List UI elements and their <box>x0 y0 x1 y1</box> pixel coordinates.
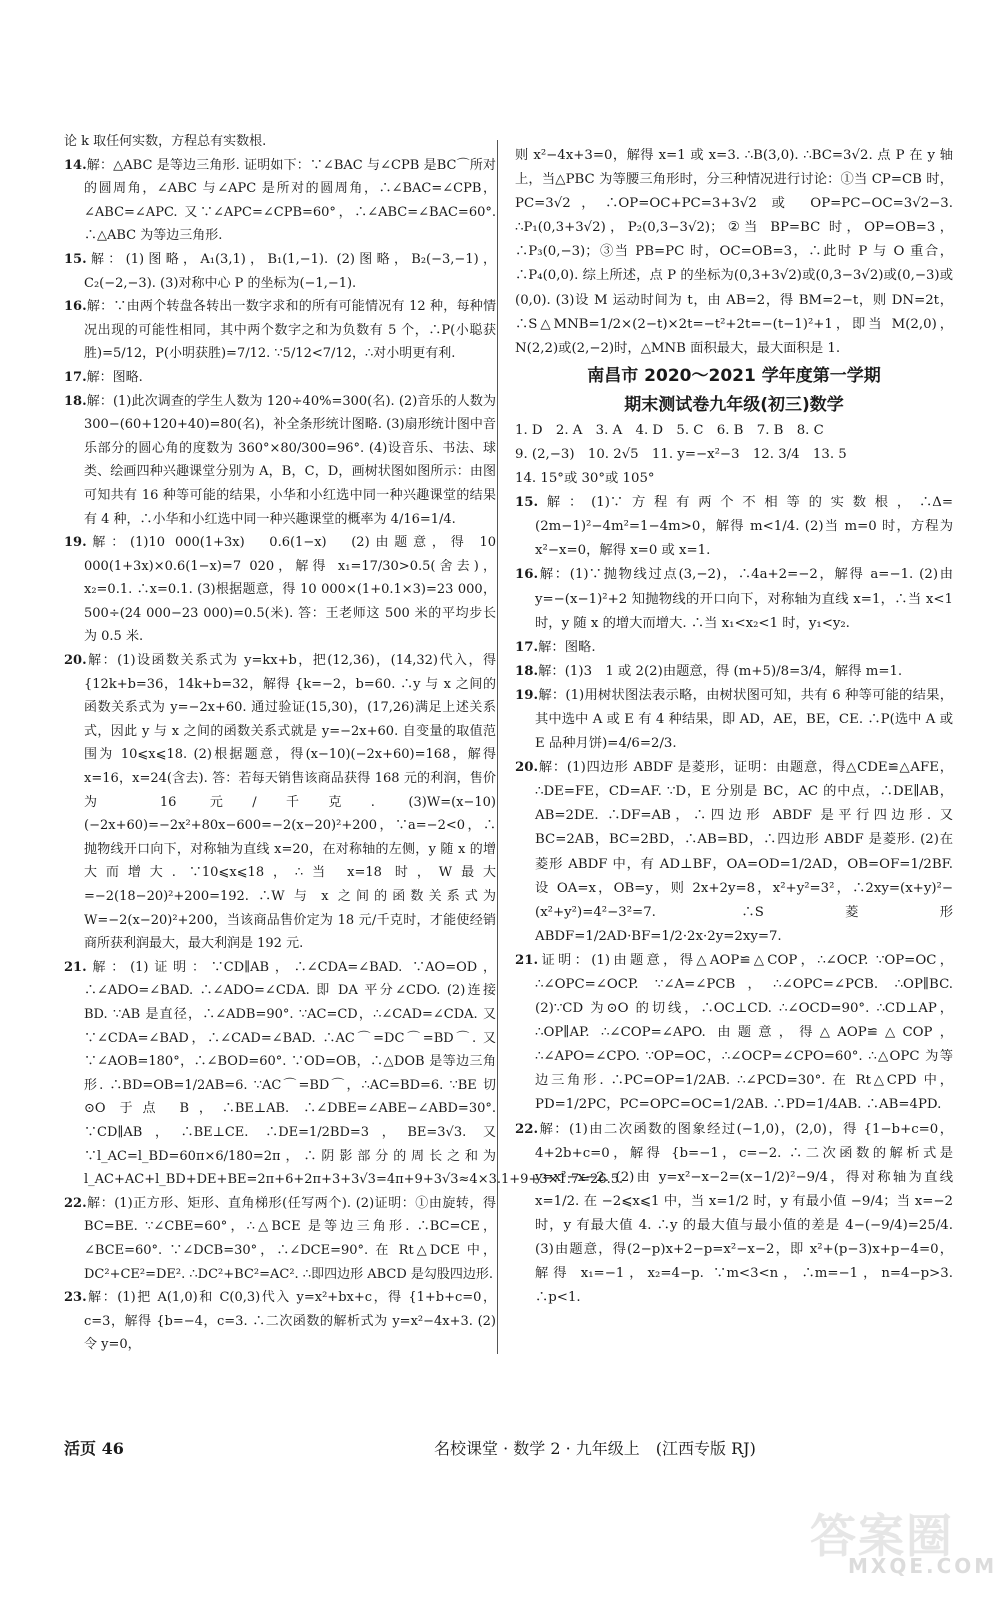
question-number: 16. <box>64 299 87 315</box>
right-answer-item <box>515 491 953 563</box>
answer-text: 解：图略. <box>538 639 596 655</box>
right-answer-item <box>515 660 953 684</box>
right-answer-item <box>515 419 953 443</box>
right-answer-item <box>515 1118 953 1311</box>
answer-text: 解：(1)证明：∵CD∥AB，∴∠CDA=∠BAD. ∵AO=OD，∴∠ADO=∠BAD. ∴∠ADO=∠CDA. 即 DA 平分∠CDO. (2)连接 BD. ∵AB 是直径，∴∠ADB=90°. ∵AC=CD，∴∠CAD=∠CDA. 又∵∠CDA=∠BAD，∴∠CAD=∠BAD. ∴AC⌒=DC⌒=BD⌒. 又∵∠AOB=180°，∴∠BOD=60°. ∵OD=OB，∴△DOB 是等边三角形. ∴BD=OB=1/2AB=6. ∵AC⌒=BD⌒，∴AC=BD=6. ∵BE 切⊙O 于点 B，∴BE⊥AB. ∴∠DBE=∠ABE−∠ABD=30°. ∵CD∥AB，∴BE⊥CE. ∴DE=1/2BD=3，BE=3√3. 又∵l_AC=l_BD=60π×6/180=2π，∴阴影部分的周长之和为 l_AC+AC+l_BD+DE+BE=2π+6+2π+3+3√3=4π+9+3√3≈4×3.1+9+3×1.7=26.5. <box>84 959 624 1188</box>
question-number: 17. <box>64 369 87 385</box>
answer-text: 解：(1)10 000(1+3x) 0.6(1−x) (2)由题意，得 10 000(1+3x)×0.6(1−x)=7 020，解得 x₁=17/30>0.5(舍去)，x₂=0.1. ∴x=0.1. (3)根据题意，得 10 000×(1+0.1×3)=23 000，500÷(24 000−23 000)=0.5(米). 答：王老师这 500 米的平均步长为 0.5 米. <box>84 535 496 645</box>
right-answers <box>515 419 953 1310</box>
left-answer-item <box>64 649 496 956</box>
left-answer-item <box>64 295 496 366</box>
right-answer-item <box>515 467 953 491</box>
answer-text: 解：(1)图略，A₁(3,1)，B₁(1,−1). (2)图略，B₂(−3,−1)，C₂(−2,−3). (3)对称中心 P 的坐标为(−1,−1). <box>84 251 496 291</box>
right-answer-item <box>515 636 953 660</box>
answer-text: 解：(1)正方形、矩形、直角梯形(任写两个). (2)证明：①由旋转，得 BC=BE. ∵∠CBE=60°，∴△BCE 是等边三角形. ∴BC=CE，∠BCE=60°. ∵∠DCB=30°，∴∠DCE=90°. 在 Rt△DCE 中，DC²+CE²=DE². ∴DC²+BC²=AC². ∴即四边形 ABCD 是勾股四边形. <box>84 1195 496 1282</box>
left-answer-item <box>64 154 496 248</box>
right-answer-item <box>515 563 953 635</box>
page-number: 活页 46 <box>64 1439 124 1458</box>
answer-text: 解：∵由两个转盘各转出一数字求和的所有可能情况有 12 种，每种情况出现的可能性相同，其中两个数字之和为负数有 5 个，∴P(小聪获胜)=5/12，P(小明获胜)=7/12. ∵5/12<7/12，∴对小明更有利. <box>84 299 496 362</box>
left-answer-item <box>64 248 496 295</box>
question-number: 22. <box>515 1121 539 1137</box>
right-answer-item <box>515 949 953 1118</box>
right-answer-item <box>515 756 953 949</box>
question-number: 22. <box>64 1195 87 1211</box>
page-footer <box>64 1436 944 1466</box>
answer-text: 解：(1)∵方程有两个不相等的实数根，∴Δ=(2m−1)²−4m²=1−4m>0，解得 m<1/4. (2)当 m=0 时，方程为 x²−x=0，解得 x=0 或 x=1. <box>535 495 953 559</box>
left-answer-item <box>64 1192 496 1286</box>
book-series: 名校课堂 · 数学 2 · 九年级上 (江西专版 RJ) <box>434 1439 756 1458</box>
left-answer-item <box>64 531 496 649</box>
question-number: 15. <box>64 251 87 267</box>
right-intro: 则 x²−4x+3=0，解得 x=1 或 x=3. ∴B(3,0). ∴BC=3√2. 点 P 在 y 轴上，当△PBC 为等腰三角形时，分三种情况进行讨论：①当 CP=CB 时，PC=3√2，∴OP=OC+PC=3+3√2 或 OP=PC−OC=3√2−3. ∴P₁(0,3+3√2)，P₂(0,3−3√2)；②当 BP=BC 时，OP=OB=3，∴P₃(0,−3)；③当 PB=PC 时，OC=OB=3，∴此时 P 与 O 重合，∴P₄(0,0). 综上所述，点 P 的坐标为(0,3+3√2)或(0,3−3√2)或(0,−3)或(0,0). (3)设 M 运动时间为 t，由 AB=2，得 BM=2−t，则 DN=2t，∴S△MNB=1/2×(2−t)×2t=−t²+2t=−(t−1)²+1，即当 M(2,0)，N(2,2)或(2,−2)时，△MNB 面积最大，最大面积是 1. <box>515 148 953 356</box>
watermark-url: MXQE.COM <box>848 1554 998 1578</box>
question-number: 19. <box>64 535 87 551</box>
question-number: 20. <box>515 760 539 776</box>
question-number: 18. <box>64 393 87 409</box>
answer-text: 论 k 取任何实数，方程总有实数根. <box>64 134 267 149</box>
right-column <box>515 144 953 1310</box>
question-number: 16. <box>515 567 539 583</box>
answer-text: 解：(1)3 1 或 2(2)由题意，得 (m+5)/8=3/4，解得 m=1. <box>538 663 903 679</box>
left-answer-item <box>64 390 496 532</box>
answer-text: 解：图略. <box>86 369 143 385</box>
answer-text: 解：(1)由二次函数的图象经过(−1,0)，(2,0)，得 {1−b+c=0，4+2b+c=0，解得 {b=−1，c=−2. ∴二次函数的解析式是 y=x²−x−2. (2)由 y=x²−x−2=(x−1/2)²−9/4，得对称轴为直线 x=1/2. 在 −2⩽x⩽1 中，当 x=1/2 时，y 有最小值 −9/4；当 x=−2 时，y 有最大值 4. ∴y 的最大值与最小值的差是 4−(−9/4)=25/4. (3)由题意，得(2−p)x+2−p=x²−x−2，即 x²+(p−3)x+p−4=0，解得 x₁=−1，x₂=4−p. ∵m<3<n，∴m=−1，n=4−p>3. ∴p<1. <box>535 1121 953 1306</box>
question-number: 14. <box>64 157 87 173</box>
answer-text: 解：△ABC 是等边三角形. 证明如下：∵∠BAC 与∠CPB 是BC⌒所对的圆周角，∠ABC 与∠APC 是所对的圆周角，∴∠BAC=∠CPB，∠ABC=∠APC. 又∵∠APC=∠CPB=60°，∴∠ABC=∠BAC=60°. ∴△ABC 为等边三角形. <box>84 157 496 244</box>
section-title-line2: 期末测试卷九年级(初三)数学 <box>624 394 844 415</box>
answer-text: 9. (2,−3) 10. 2√5 11. y=−x²−3 12. 3/4 13. 5 <box>515 446 847 462</box>
right-answer-item <box>515 443 953 467</box>
answer-text: 解：(1)∵抛物线过点(3,−2)，∴4a+2=−2，解得 a=−1. (2)由 y=−(x−1)²+2 知抛物线的开口向下，对称轴为直线 x=1，∴当 x<1 时，y 随 x 的增大而增大. ∴当 x₁<x₂<1 时，y₁<y₂. <box>535 567 953 631</box>
question-number: 21. <box>64 959 87 975</box>
answer-text: 解：(1)此次调查的学生人数为 120÷40%=300(名). (2)音乐的人数为 300−(60+120+40)=80(名)，补全条形统计图略. (3)扇形统计图中音乐部分的圆心角的度数为 360°×80/300=96°. (4)设音乐、书法、球类、绘画四种兴趣课堂分别为 A，B，C，D，画树状图如图所示：由图可知共有 16 种等可能的结果，小华和小红选中同一种兴趣课堂的结果有 4 种，∴小华和小红选中同一种兴趣课堂的概率为 4/16=1/4. <box>84 393 496 527</box>
left-answer-item <box>64 130 496 154</box>
answer-text: 解：(1)设函数关系式为 y=kx+b，把(12,36)，(14,32)代入，得 {12k+b=36，14k+b=32，解得 {k=−2，b=60. ∴y 与 x 之间的函数关系式为 y=−2x+60. 通过验证(15,30)，(17,26)满足上述关系式，因此 y 与 x 之间的函数关系式就是 y=−2x+60. 自变量的取值范围为 10⩽x⩽18. (2)根据题意，得(x−10)(−2x+60)=168，解得 x=16，x=24(含去). 答：若每天销售该商品获得 168 元的利润，售价为 16 元/千克. (3)W=(x−10)(−2x+60)=−2x²+80x−600=−2(x−20)²+200，∵a=−2<0，∴抛物线开口向下，对称轴为直线 x=20，在对称轴的左侧，y 随 x 的增大而增大. ∵10⩽x⩽18，∴当 x=18 时，W最大=−2(18−20)²+200=192. ∴W 与 x 之间的函数关系式为 W=−2(x−20)²+200，当该商品售价定为 18 元/千克时，才能使经销商所获利润最大，最大利润是 192 元. <box>84 653 496 952</box>
section-title-line1: 南昌市 2020～2021 学年度第一学期 <box>587 365 881 386</box>
answer-text: 解：(1)用树状图法表示略，由树状图可知，共有 6 种等可能的结果，其中选中 A 或 E 有 4 种结果，即 AD，AE，BE，CE. ∴P(选中 A 或 E 品种月饼)=4/6=2/3. <box>535 687 953 752</box>
answer-text: 1. D 2. A 3. A 4. D 5. C 6. B 7. B 8. C <box>515 422 824 438</box>
left-answer-item <box>64 366 496 390</box>
question-number: 20. <box>64 653 87 669</box>
watermark-logo <box>810 1498 998 1578</box>
question-number: 15. <box>515 495 539 511</box>
right-answer-item <box>515 684 953 756</box>
answer-text: 14. 15°或 30°或 105° <box>515 471 655 487</box>
watermark-text: 答案圈 <box>810 1509 954 1563</box>
question-number: 23. <box>64 1290 87 1306</box>
answer-text: 证明：(1)由题意，得△AOP≌△COP，∴∠OCP. ∵OP=OC，∴∠OPC=∠OCP. ∵∠A=∠PCB，∴∠OPC=∠PCB. ∴OP∥BC. (2)∵CD 为⊙O 的切线，∴OC⊥CD. ∴∠OCD=90°. ∴CD⊥AP，∴OP∥AP. ∴∠COP=∠APO. 由题意，得△AOP≌△COP，∴∠APO=∠CPO. ∵OP=OC，∴∠OCP=∠CPO=60°. ∴△OPC 为等边三角形. ∴PC=OP=1/2AB. ∴∠PCD=30°. 在 Rt△CPD 中，PD=1/2PC，PC=OPC=OC=1/2AB. ∴PD=1/4AB. ∴AB=4PD. <box>535 952 953 1113</box>
question-number: 21. <box>515 952 539 968</box>
question-number: 17. <box>515 639 539 655</box>
answer-text: 解：(1)把 A(1,0)和 C(0,3)代入 y=x²+bx+c，得 {1+b+c=0，c=3，解得 {b=−4，c=3. ∴二次函数的解析式为 y=x²−4x+3. (2)令 y=0， <box>84 1290 496 1353</box>
left-answer-item <box>64 1286 496 1357</box>
question-number: 18. <box>515 663 539 679</box>
question-number: 19. <box>515 687 539 703</box>
answer-text: 解：(1)四边形 ABDF 是菱形，证明：由题意，得△CDE≌△AFE，∴DE=FE，CD=AF. ∵D，E 分别是 BC，AC 的中点，∴DE∥AB，AB=2DE. ∴DF=AB，∴四边形 ABDF 是平行四边形. 又 BC=2AB，BC=2BD，∴AB=BD，∴四边形 ABDF 是菱形. (2)在菱形 ABDF 中，有 AD⊥BF，OA=OD=1/2AD，OB=OF=1/2BF. 设 OA=x，OB=y，则 2x+2y=8，x²+y²=3²，∴2xy=(x+y)²−(x²+y²)=4²−3²=7. ∴S菱形ABDF=1/2AD·BF=1/2·2x·2y=2xy=7. <box>535 760 953 944</box>
